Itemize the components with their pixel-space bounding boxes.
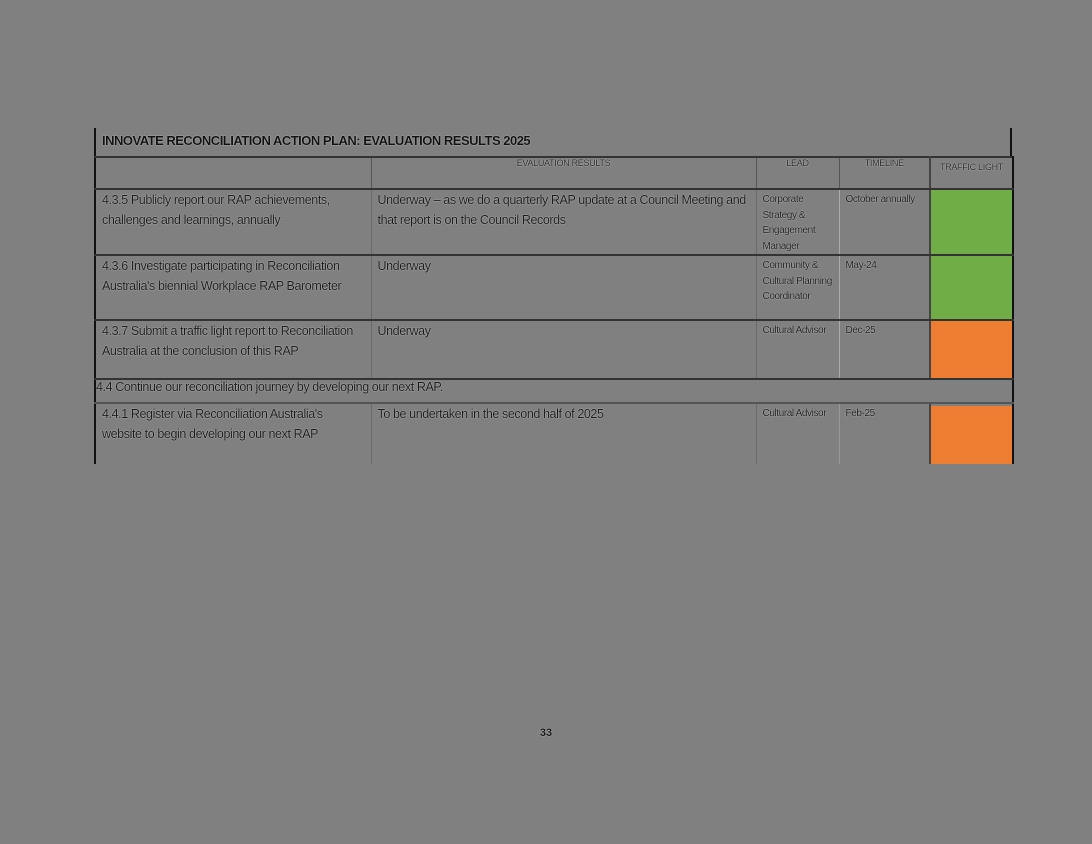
table-header-row: [95, 157, 1013, 189]
lead-cell: Cultural Advisor: [756, 403, 839, 464]
table-row: [95, 403, 1013, 464]
table-row: [95, 320, 1013, 379]
evaluation-table-container: [94, 128, 1012, 464]
lead-cell: Cultural Advisor: [756, 320, 839, 379]
header-lead: LEAD: [756, 157, 839, 189]
page-title: INNOVATE RECONCILIATION ACTION PLAN: EVALUATION RESULTS 2025: [102, 133, 531, 148]
action-cell: 4.3.5 Publicly report our RAP achievements, challenges and learnings, annually: [95, 189, 371, 255]
timeline-cell: May-24: [839, 255, 930, 320]
timeline-cell: Feb-25: [839, 403, 930, 464]
table-row: [95, 189, 1013, 255]
action-cell: 4.3.7 Submit a traffic light report to Reconciliation Australia at the conclusion of this RAP: [95, 320, 371, 379]
section-heading: 4.4 Continue our reconciliation journey by developing our next RAP.: [95, 379, 1013, 403]
header-timeline: TIMELINE: [839, 157, 930, 189]
result-cell: Underway: [371, 320, 756, 379]
traffic-light-cell: [930, 255, 1013, 320]
header-action: [95, 157, 371, 189]
table-row: [95, 255, 1013, 320]
traffic-light-orange: [931, 406, 1012, 464]
lead-cell: Community & Cultural Planning Coordinator: [756, 255, 839, 320]
timeline-cell: October annually: [839, 189, 930, 255]
traffic-light-cell: [930, 189, 1013, 255]
traffic-light-cell: [930, 320, 1013, 379]
action-cell: 4.3.6 Investigate participating in Reconciliation Australia's biennial Workplace RAP Barometer: [95, 255, 371, 320]
result-cell: To be undertaken in the second half of 2025: [371, 403, 756, 464]
page-number: 33: [539, 727, 553, 739]
evaluation-results-table: [94, 156, 1014, 464]
header-traffic-light: TRAFFIC LIGHT: [930, 157, 1013, 189]
traffic-light-cell: [930, 403, 1013, 464]
table-title-bar: [94, 128, 1012, 156]
traffic-light-green: [931, 256, 1012, 319]
action-cell: 4.4.1 Register via Reconciliation Australia's website to begin developing our next RAP: [95, 403, 371, 464]
section-heading-row: [95, 379, 1013, 403]
header-evaluation-results: EVALUATION RESULTS: [371, 157, 756, 189]
traffic-light-green: [931, 190, 1012, 254]
lead-cell: Corporate Strategy & Engagement Manager: [756, 189, 839, 255]
result-cell: Underway – as we do a quarterly RAP update at a Council Meeting and that report is on the Council Records: [371, 189, 756, 255]
result-cell: Underway: [371, 255, 756, 320]
traffic-light-orange: [931, 321, 1012, 378]
timeline-cell: Dec-25: [839, 320, 930, 379]
